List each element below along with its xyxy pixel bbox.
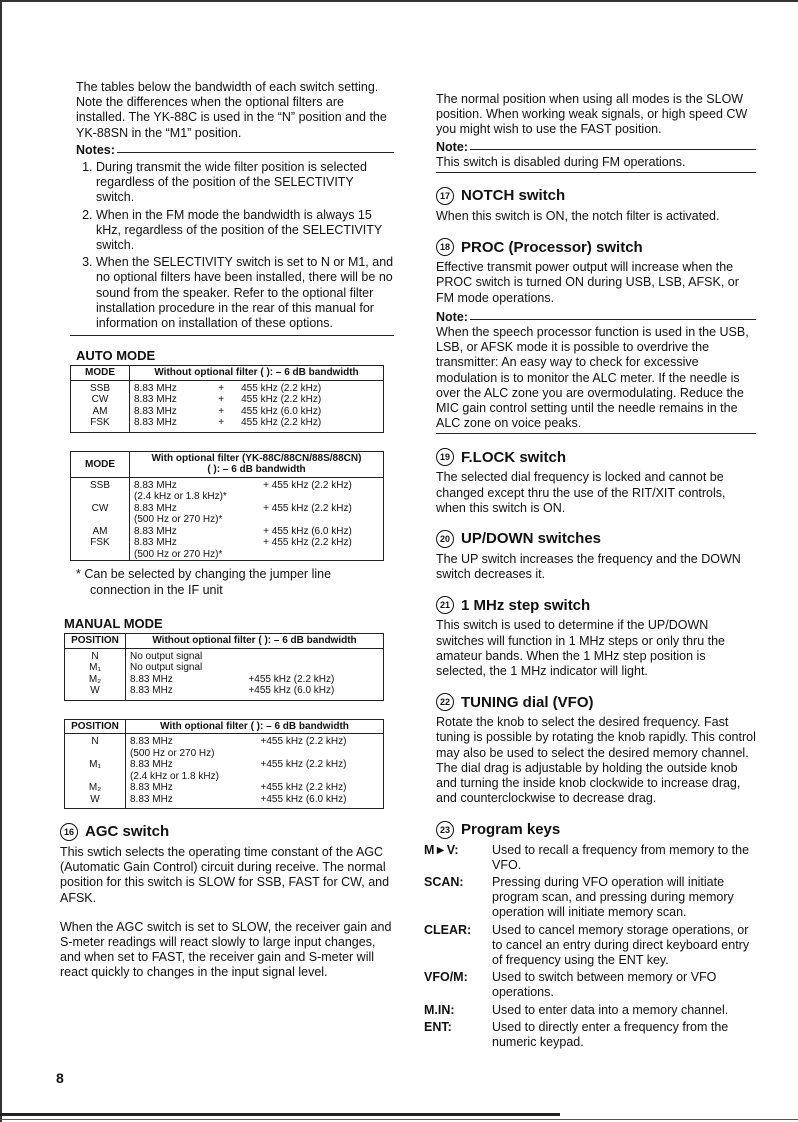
- column-header: Without optional filter ( ): – 6 dB bandwidth: [126, 634, 384, 649]
- intro-text: The tables below the bandwidth of each switch setting. Note the differences when the optional filters are installed. The YK-88C is used in the “N” position and the YK-88SN in the “M1” position.: [76, 80, 387, 140]
- flock-text: The selected dial frequency is locked and cannot be changed except thru the use of the RIT/XIT controls, when this switch is ON.: [436, 470, 726, 515]
- proc-note-text: When the speech processor function is used in the USB, LSB, or AFSK mode it is possible to overdrive the transmitter: An easy way to check for excessive modulation is to monitor the ALC meter. If the needle is over the ALC zone you are overmodulating. Reduce the MIC gain control setting until the needle remains in the ALC zone on voice peaks.: [436, 325, 756, 434]
- position-cell: N: [65, 648, 126, 662]
- number-badge: 21: [436, 596, 454, 614]
- updown-title: UP/DOWN switches: [461, 530, 602, 548]
- note-heading: [436, 310, 756, 325]
- key-label: CLEAR:: [424, 922, 472, 937]
- table-row: [65, 759, 384, 782]
- cell: No output signal: [130, 662, 203, 674]
- cell: + 455 kHz (6.0 kHz): [263, 525, 352, 537]
- agc-paragraph: When the AGC switch is set to SLOW, the receiver gain and S-meter readings will react slowly to large input changes, and when set to FAST, the receiver gain and S-meter will react quickly to changes in the input signal level.: [60, 919, 392, 980]
- mode-cell: CW: [71, 394, 130, 406]
- cell: [130, 503, 260, 526]
- cell: [244, 648, 383, 662]
- divider: [470, 319, 756, 320]
- column-header: With optional filter ( ): – 6 dB bandwidth: [126, 719, 384, 734]
- header-line: ( ): – 6 dB bandwidth: [207, 464, 306, 476]
- left-column: [60, 80, 394, 981]
- cell-line: 8.83 MHz: [134, 537, 177, 549]
- number-badge: 16: [60, 823, 78, 841]
- proc-title: PROC (Processor) switch: [461, 238, 643, 256]
- note-heading: [436, 140, 756, 155]
- page-edge: [0, 1113, 560, 1116]
- cell: 8.83 MHz: [130, 782, 173, 794]
- cell: [126, 759, 257, 782]
- cell-line: 8.83 MHz: [134, 479, 177, 491]
- cell: 8.83 MHz: [130, 793, 173, 805]
- cell: +455 kHz (6.0 kHz): [260, 793, 347, 805]
- cell-line: (500 Hz or 270 Hz): [130, 747, 215, 759]
- table-row: [71, 394, 384, 406]
- key-description: Used to recall a frequency from memory to the VFO.: [492, 842, 750, 872]
- key-label: ENT:: [424, 1019, 452, 1034]
- divider: [470, 149, 756, 150]
- cell-line: (500 Hz or 270 Hz)*: [134, 514, 223, 526]
- notes-list: [76, 160, 394, 331]
- mode-cell: FSK: [71, 537, 130, 561]
- cell-line: (2.4 kHz or 1.8 kHz)*: [134, 491, 227, 503]
- column-header: MODE: [71, 366, 130, 381]
- table-row: [71, 503, 384, 526]
- cell: [126, 734, 257, 760]
- note-text: This switch is disabled during FM operations.: [436, 155, 756, 173]
- page-border: [0, 0, 798, 2]
- cell: +: [218, 417, 225, 429]
- cell: 8.83 MHz: [134, 525, 177, 537]
- column-header: MODE: [71, 451, 130, 477]
- number-badge: 18: [436, 238, 454, 256]
- cell: [130, 477, 260, 503]
- key-description: Used to enter data into a memory channel.: [492, 1002, 729, 1017]
- notch-text: When this switch is ON, the notch filter is activated.: [436, 209, 720, 224]
- cell-line: 8.83 MHz: [130, 759, 173, 771]
- footnote: * Can be selected by changing the jumper line connection in the IF unit: [76, 567, 332, 597]
- table-row: [65, 794, 384, 809]
- position-cell: M₂: [65, 782, 126, 794]
- mhz-step-title: 1 MHz step switch: [461, 596, 591, 614]
- flock-title: F.LOCK switch: [461, 448, 567, 466]
- auto-mode-title: AUTO MODE: [76, 348, 156, 364]
- updown-heading: [436, 530, 756, 548]
- table-row: [71, 380, 384, 394]
- cell: [244, 662, 383, 674]
- divider: [70, 335, 394, 336]
- cell: +455 kHz (2.2 kHz): [260, 782, 347, 794]
- cell: 455 kHz (2.2 kHz): [241, 382, 322, 394]
- tuning-title: TUNING dial (VFO): [461, 693, 594, 711]
- header-line: With optional filter (YK-88C/88CN/88S/88CN): [151, 452, 362, 464]
- proc-heading: [436, 238, 756, 256]
- number-badge: 20: [436, 530, 454, 548]
- table-row: [65, 782, 384, 794]
- table-row: [65, 734, 384, 760]
- note-item: 3. When the SELECTIVITY switch is set to N or M1, and no optional filters have been installed, there will be no sound from the speaker. Refer to the optional filter installation procedure in the rear of this manual for information on installation of these options.: [96, 255, 394, 331]
- note-label: Note:: [436, 139, 468, 154]
- program-keys-heading: [436, 821, 756, 839]
- key-label: M►V:: [424, 842, 459, 857]
- number-badge: 19: [436, 448, 454, 466]
- key-description: Used to cancel memory storage operations, or to cancel an entry during direct keyboard entry of frequency using the ENT key.: [492, 922, 750, 967]
- key-description: Used to switch between memory or VFO operations.: [492, 970, 717, 1000]
- tuning-heading: [436, 693, 756, 711]
- table-row: [65, 674, 384, 686]
- flock-heading: [436, 448, 756, 466]
- position-cell: N: [65, 734, 126, 760]
- column-header: Without optional filter ( ): – 6 dB bandwidth: [130, 366, 384, 381]
- right-column: [424, 92, 756, 1050]
- mode-cell: AM: [71, 406, 130, 418]
- updown-text: The UP switch increases the frequency and the DOWN switch decreases it.: [436, 552, 741, 582]
- position-cell: M₂: [65, 674, 126, 686]
- program-keys-list: [424, 843, 756, 1051]
- cell: 455 kHz (6.0 kHz): [241, 405, 322, 417]
- notch-heading: [436, 187, 756, 205]
- auto-mode-table-without-filter: [70, 365, 384, 433]
- cell: + 455 kHz (2.2 kHz): [263, 479, 352, 491]
- mode-cell: CW: [71, 503, 130, 526]
- cell-line: 8.83 MHz: [130, 736, 173, 748]
- key-label: M.IN:: [424, 1002, 455, 1017]
- number-badge: 22: [436, 693, 454, 711]
- table-row: [71, 526, 384, 538]
- manual-mode-table-with-filter: [64, 719, 384, 810]
- cell: 8.83 MHz: [134, 417, 177, 429]
- position-cell: W: [65, 794, 126, 809]
- mode-cell: AM: [71, 526, 130, 538]
- table-row: [65, 648, 384, 662]
- page-number: 8: [56, 1070, 64, 1086]
- cell: 455 kHz (2.2 kHz): [241, 394, 322, 406]
- proc-text: Effective transmit power output will increase when the PROC switch is turned ON during USB, LSB, AFSK, or FM mode operations.: [436, 260, 739, 305]
- auto-mode-table-with-filter: [70, 451, 384, 562]
- position-cell: W: [65, 685, 126, 700]
- column-header: POSITION: [65, 719, 126, 734]
- key-description: Used to directly enter a frequency from the numeric keypad.: [492, 1019, 729, 1049]
- column-header: POSITION: [65, 634, 126, 649]
- cell: 8.83 MHz: [130, 673, 173, 685]
- cell: +455 kHz (6.0 kHz): [248, 685, 335, 697]
- cell: +455 kHz (2.2 kHz): [260, 759, 347, 771]
- tuning-text: Rotate the knob to select the desired frequency. Fast tuning is possible by rotating the knob rapidly. This control may also be used to select the desired memory channel. The dial drag is adjustable by holding the outside knob and turning the inside knob clockwide to increase drag, and counterclockwise to decrease drag.: [436, 715, 756, 806]
- cell: +: [218, 394, 225, 406]
- number-badge: 17: [436, 187, 454, 205]
- key-label: VFO/M:: [424, 970, 468, 985]
- program-keys-title: Program keys: [461, 820, 561, 838]
- page-border-left: [0, 0, 2, 1122]
- manual-mode-title: MANUAL MODE: [64, 615, 163, 631]
- manual-mode-table-without-filter: [64, 633, 384, 701]
- number-badge: 23: [436, 821, 454, 839]
- cell: +: [218, 405, 225, 417]
- mode-cell: SSB: [71, 380, 130, 394]
- notes-heading: [76, 143, 394, 158]
- table-row: [71, 537, 384, 561]
- notes-label: Notes:: [76, 142, 115, 157]
- cell-line: (500 Hz or 270 Hz)*: [134, 548, 223, 560]
- table-row: [65, 685, 384, 700]
- position-cell: M₁: [65, 759, 126, 782]
- cell: 8.83 MHz: [130, 685, 173, 697]
- divider: [117, 152, 394, 153]
- cell: 8.83 MHz: [134, 382, 177, 394]
- notch-title: NOTCH switch: [461, 187, 566, 205]
- cell-line: 8.83 MHz: [134, 502, 177, 514]
- cell-line: (2.4 kHz or 1.8 kHz): [130, 770, 219, 782]
- agc-heading: [60, 823, 394, 841]
- agc-paragraph: This swtich selects the operating time constant of the AGC (Automatic Gain Control) circuit during receive. The normal position for this switch is SLOW for SSB, FAST for CW, and AFSK.: [60, 845, 390, 905]
- mode-cell: SSB: [71, 477, 130, 503]
- cell: +455 kHz (2.2 kHz): [260, 736, 347, 748]
- position-cell: M₁: [65, 662, 126, 674]
- cell: [130, 537, 260, 561]
- cell: +455 kHz (2.2 kHz): [248, 673, 335, 685]
- mhz-step-heading: [436, 596, 756, 614]
- cell: 455 kHz (2.2 kHz): [241, 417, 322, 429]
- table-row: [71, 477, 384, 503]
- cell: + 455 kHz (2.2 kHz): [263, 537, 352, 549]
- cell: +: [218, 382, 225, 394]
- key-label: SCAN:: [424, 874, 464, 889]
- column-header: [130, 451, 384, 477]
- mhz-step-text: This switch is used to determine if the UP/DOWN switches will function in 1 MHz steps or only thru the amateur bands. When the 1 MHz step position is selected, the 1 MHz indicator will light.: [436, 618, 726, 679]
- cell: 8.83 MHz: [134, 405, 177, 417]
- cell: 8.83 MHz: [134, 394, 177, 406]
- intro-text: The normal position when using all modes is the SLOW position. When working weak signals, or high speed CW you might wish to use the FAST position.: [436, 92, 748, 137]
- agc-title: AGC switch: [85, 823, 170, 841]
- table-row: [71, 417, 384, 432]
- note-item: 1. During transmit the wide filter position is selected regardless of the position of the SELECTIVITY switch.: [96, 160, 394, 206]
- cell: No output signal: [130, 650, 203, 662]
- note-label: Note:: [436, 309, 468, 324]
- cell: + 455 kHz (2.2 kHz): [263, 502, 352, 514]
- table-row: [65, 662, 384, 674]
- mode-cell: FSK: [71, 417, 130, 432]
- page-edge: [0, 1119, 798, 1120]
- note-item: 2. When in the FM mode the bandwidth is always 15 kHz, regardless of the position of the SELECTIVITY switch.: [96, 208, 394, 254]
- table-row: [71, 406, 384, 418]
- key-description: Pressing during VFO operation will initiate program scan, and pressing during memory operation will initiate memory scan.: [492, 874, 734, 920]
